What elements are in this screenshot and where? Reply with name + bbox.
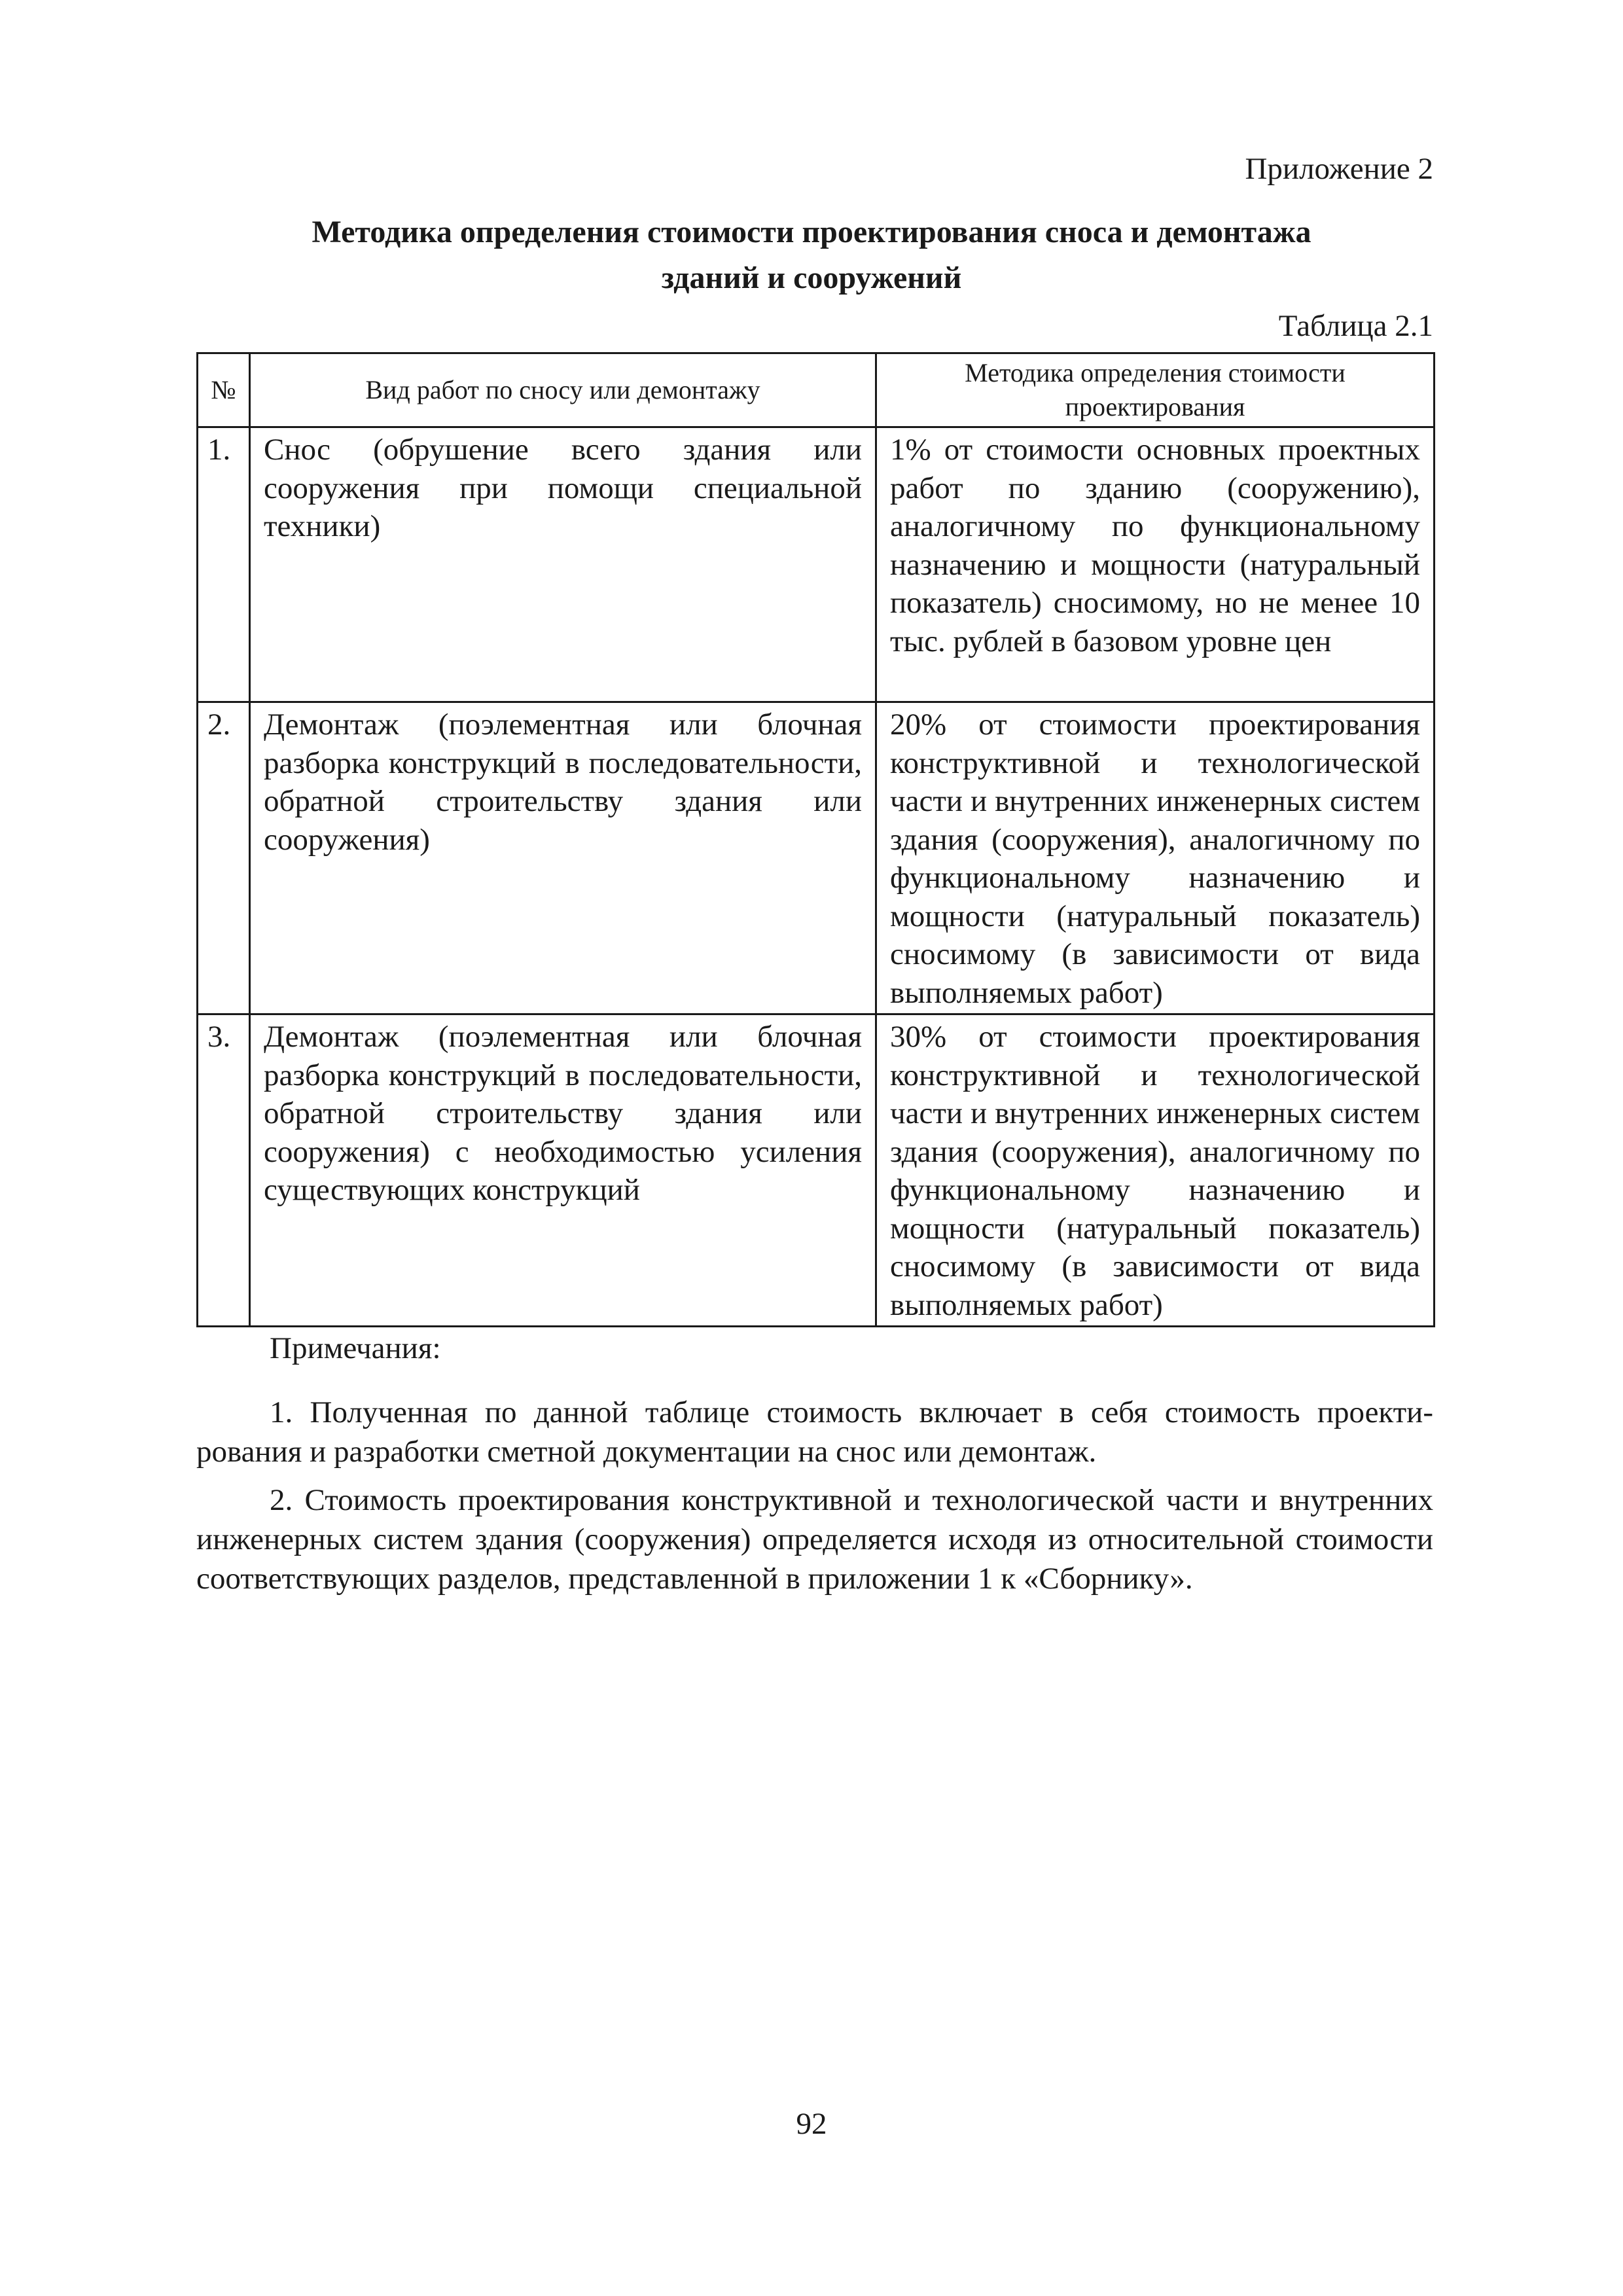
row-method: 1% от стоимости основных проектных работ по зданию (сооружению), аналогичному по функциональному назначению и мощности (натуральный показатель) сносимому, но не менее 10 тыс. рублей в базовом уровне цен [876, 427, 1435, 702]
header-work-type: Вид работ по сносу или демонтажу [250, 353, 876, 427]
row-number: 2. [198, 702, 250, 1014]
table-row [198, 702, 1435, 1014]
row-work-type: Снос (обрушение всего здания или сооружения при помощи специальной техники) [250, 427, 876, 702]
note-text: 2. Стоимость проектирования конструктивной и технологической части и внутренних инженерных систем здания (сооружения) определяется исходя из относительной стоимости соответствующих разделов, представленной в приложении 1 к «Сборнику». [196, 1483, 1433, 1596]
row-work-type: Демонтаж (поэлементная или блочная разборка конструкций в последовательности, обратной строительству здания или сооружения) [250, 702, 876, 1014]
table-row [198, 427, 1435, 702]
row-method: 30% от стоимости проектирования конструктивной и технологической части и внутренних инженерных систем здания (сооружения), аналогичному по функциональному назначению и мощности (натуральный показатель) сносимому (в зависимости от вида выполняемых работ) [876, 1014, 1435, 1327]
row-number: 1. [198, 427, 250, 702]
table-label: Таблица 2.1 [1278, 309, 1433, 343]
note-item [196, 1480, 1433, 1598]
header-number: № [198, 353, 250, 427]
row-number: 3. [198, 1014, 250, 1327]
document-title-line-1: Методика определения стоимости проектирования сноса и демонтажа [312, 215, 1311, 249]
row-method: 20% от стоимости проектирования конструктивной и технологической части и внутренних инженерных систем здания (сооружения), аналогичному по функциональному назначению и мощности (натуральный показатель) сносимому (в зависимости от вида выполняемых работ) [876, 702, 1435, 1014]
note-text: 1. Полученная по данной таблице стоимость включает в себя стоимость проектирования и разработки сметной документации на снос или демонтаж. [196, 1395, 1433, 1469]
document-title-line-2: зданий и сооружений [661, 260, 962, 295]
table-header-row [198, 353, 1435, 427]
table-row [198, 1014, 1435, 1327]
page-number: 92 [796, 2107, 827, 2141]
note-item [196, 1393, 1433, 1471]
document-title [196, 209, 1427, 301]
header-method: Методика определения стоимости проектирования [876, 353, 1435, 427]
notes-title: Примечания: [270, 1331, 441, 1365]
row-work-type: Демонтаж (поэлементная или блочная разборка конструкций в последовательности, обратной строительству здания или сооружения) с необходимостью усиления существующих конструкций [250, 1014, 876, 1327]
appendix-label: Приложение 2 [1245, 152, 1433, 186]
methods-table [196, 352, 1435, 1327]
